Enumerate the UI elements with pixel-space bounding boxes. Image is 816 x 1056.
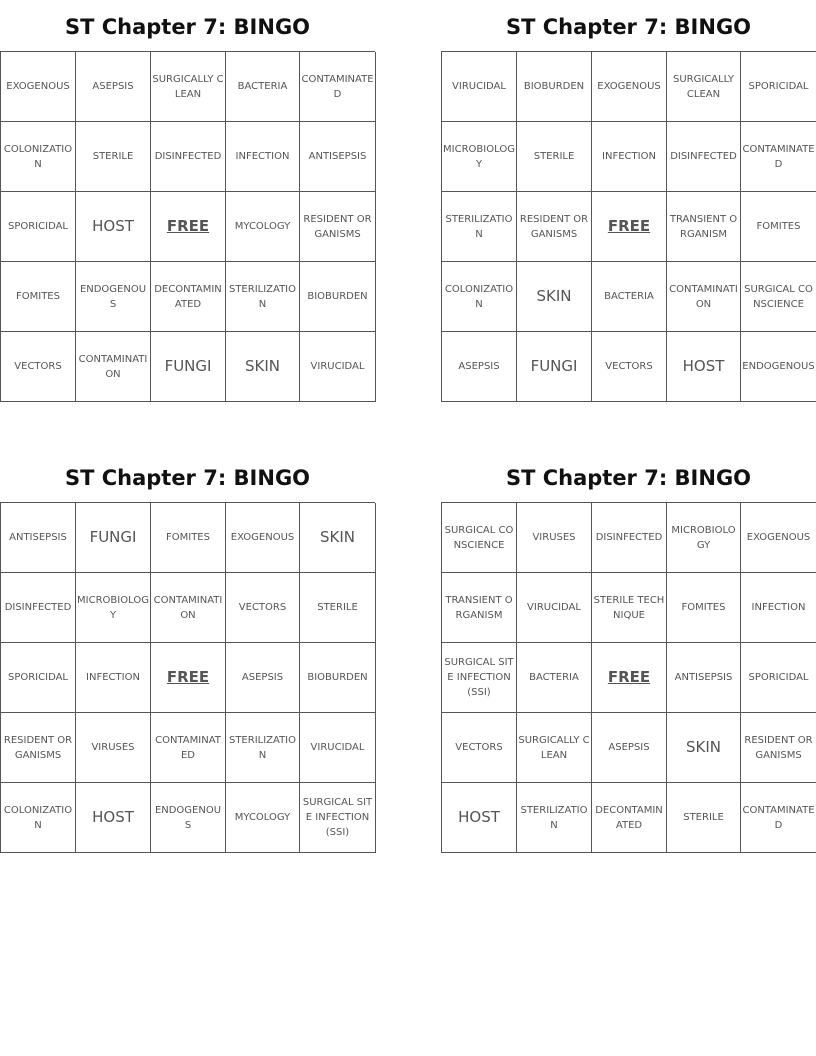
bingo-cell: SKIN	[300, 503, 376, 573]
card-title: ST Chapter 7: BINGO	[505, 15, 752, 39]
bingo-cell: MYCOLOGY	[226, 192, 300, 262]
bingo-cell: HOST	[76, 192, 151, 262]
bingo-cell: INFECTION	[592, 122, 667, 192]
bingo-cell: ASEPSIS	[592, 713, 667, 783]
bingo-cell: SKIN	[517, 262, 592, 332]
bingo-cell: COLONIZATION	[1, 122, 76, 192]
bingo-cell: ENDOGENOUS	[76, 262, 151, 332]
bingo-cell: VIRUCIDAL	[300, 332, 376, 402]
bingo-cell: CONTAMINATION	[151, 573, 226, 643]
bingo-cell: ASEPSIS	[226, 643, 300, 713]
bingo-cell: SURGICALLY CLEAN	[667, 52, 741, 122]
bingo-cell: FUNGI	[76, 503, 151, 573]
bingo-cell: BIOBURDEN	[300, 262, 376, 332]
bingo-cell: SURGICAL CONSCIENCE	[442, 503, 517, 573]
bingo-grid	[441, 502, 816, 853]
bingo-grid	[0, 502, 375, 853]
bingo-cell: COLONIZATION	[1, 783, 76, 853]
bingo-cell: DISINFECTED	[151, 122, 226, 192]
bingo-cell: BACTERIA	[226, 52, 300, 122]
bingo-cell: EXOGENOUS	[226, 503, 300, 573]
bingo-cell: SPORICIDAL	[741, 52, 816, 122]
bingo-cell: SURGICAL SITE INFECTION (SSI)	[300, 783, 376, 853]
bingo-cell: TRANSIENT ORGANISM	[667, 192, 741, 262]
bingo-cell: HOST	[76, 783, 151, 853]
bingo-cell: HOST	[442, 783, 517, 853]
bingo-cell: EXOGENOUS	[741, 503, 816, 573]
bingo-cell: CONTAMINATED	[300, 52, 376, 122]
bingo-free-cell: FREE	[151, 192, 226, 262]
bingo-cell: DECONTAMINATED	[151, 262, 226, 332]
bingo-cell: FOMITES	[1, 262, 76, 332]
bingo-cell: TRANSIENT ORGANISM	[442, 573, 517, 643]
bingo-cell: DISINFECTED	[592, 503, 667, 573]
bingo-cell: RESIDENT ORGANISMS	[741, 713, 816, 783]
bingo-cell: STERILE TECHNIQUE	[592, 573, 667, 643]
bingo-cell: VIRUSES	[517, 503, 592, 573]
card-title: ST Chapter 7: BINGO	[505, 466, 752, 490]
bingo-card-4	[441, 462, 816, 853]
bingo-cell: ANTISEPSIS	[1, 503, 76, 573]
bingo-cell: VIRUCIDAL	[300, 713, 376, 783]
bingo-cell: SURGICAL SITE INFECTION (SSI)	[442, 643, 517, 713]
bingo-free-cell: FREE	[151, 643, 226, 713]
bingo-cell: COLONIZATION	[442, 262, 517, 332]
bingo-free-cell: FREE	[592, 643, 667, 713]
bingo-cell: INFECTION	[226, 122, 300, 192]
bingo-cell: FOMITES	[151, 503, 226, 573]
bingo-cell: SKIN	[667, 713, 741, 783]
bingo-cell: STERILIZATION	[226, 713, 300, 783]
bingo-cell: ENDOGENOUS	[151, 783, 226, 853]
bingo-cell: INFECTION	[76, 643, 151, 713]
bingo-cell: INFECTION	[741, 573, 816, 643]
bingo-cell: SPORICIDAL	[741, 643, 816, 713]
bingo-cell: SPORICIDAL	[1, 192, 76, 262]
bingo-cell: MYCOLOGY	[226, 783, 300, 853]
bingo-cell: CONTAMINATED	[741, 783, 816, 853]
bingo-cell: VECTORS	[1, 332, 76, 402]
bingo-cell: DISINFECTED	[667, 122, 741, 192]
bingo-cell: CONTAMINATED	[741, 122, 816, 192]
bingo-cell: ASEPSIS	[442, 332, 517, 402]
bingo-cell: ASEPSIS	[76, 52, 151, 122]
bingo-cell: FOMITES	[741, 192, 816, 262]
bingo-card-1	[0, 11, 375, 402]
bingo-cell: STERILE	[517, 122, 592, 192]
bingo-cell: STERILE	[667, 783, 741, 853]
bingo-cell: ANTISEPSIS	[667, 643, 741, 713]
card-title: ST Chapter 7: BINGO	[64, 15, 311, 39]
bingo-cell: SKIN	[226, 332, 300, 402]
bingo-cell: VIRUCIDAL	[442, 52, 517, 122]
bingo-cell: MICROBIOLOGY	[76, 573, 151, 643]
bingo-grid	[0, 51, 375, 402]
bingo-cell: SURGICAL CONSCIENCE	[741, 262, 816, 332]
bingo-cell: RESIDENT ORGANISMS	[517, 192, 592, 262]
bingo-cell: SURGICALLY CLEAN	[151, 52, 226, 122]
bingo-cell: HOST	[667, 332, 741, 402]
bingo-cell: BACTERIA	[592, 262, 667, 332]
bingo-cell: EXOGENOUS	[1, 52, 76, 122]
bingo-cell: CONTAMINATION	[667, 262, 741, 332]
bingo-cell: STERILIZATION	[442, 192, 517, 262]
bingo-cell: STERILIZATION	[517, 783, 592, 853]
bingo-cell: VECTORS	[442, 713, 517, 783]
bingo-cell: VIRUCIDAL	[517, 573, 592, 643]
bingo-cell: VECTORS	[226, 573, 300, 643]
bingo-cell: CONTAMINATION	[76, 332, 151, 402]
bingo-cell: FOMITES	[667, 573, 741, 643]
card-title: ST Chapter 7: BINGO	[64, 466, 311, 490]
bingo-cell: FUNGI	[151, 332, 226, 402]
bingo-cell: BACTERIA	[517, 643, 592, 713]
bingo-cell: BIOBURDEN	[517, 52, 592, 122]
bingo-free-cell: FREE	[592, 192, 667, 262]
bingo-cell: BIOBURDEN	[300, 643, 376, 713]
bingo-cell: STERILE	[300, 573, 376, 643]
bingo-cell: RESIDENT ORGANISMS	[300, 192, 376, 262]
bingo-cell: VIRUSES	[76, 713, 151, 783]
bingo-cell: ANTISEPSIS	[300, 122, 376, 192]
bingo-cell: DECONTAMINATED	[592, 783, 667, 853]
bingo-cell: FUNGI	[517, 332, 592, 402]
bingo-card-3	[0, 462, 375, 853]
bingo-cell: EXOGENOUS	[592, 52, 667, 122]
bingo-cell: ENDOGENOUS	[741, 332, 816, 402]
bingo-cell: VECTORS	[592, 332, 667, 402]
bingo-grid	[441, 51, 816, 402]
bingo-cell: CONTAMINATED	[151, 713, 226, 783]
bingo-cell: SPORICIDAL	[1, 643, 76, 713]
bingo-cell: RESIDENT ORGANISMS	[1, 713, 76, 783]
bingo-cell: SURGICALLY CLEAN	[517, 713, 592, 783]
bingo-cell: MICROBIOLOGY	[442, 122, 517, 192]
bingo-card-2	[441, 11, 816, 402]
bingo-cell: STERILIZATION	[226, 262, 300, 332]
bingo-cell: MICROBIOLOGY	[667, 503, 741, 573]
bingo-cell: STERILE	[76, 122, 151, 192]
bingo-cell: DISINFECTED	[1, 573, 76, 643]
